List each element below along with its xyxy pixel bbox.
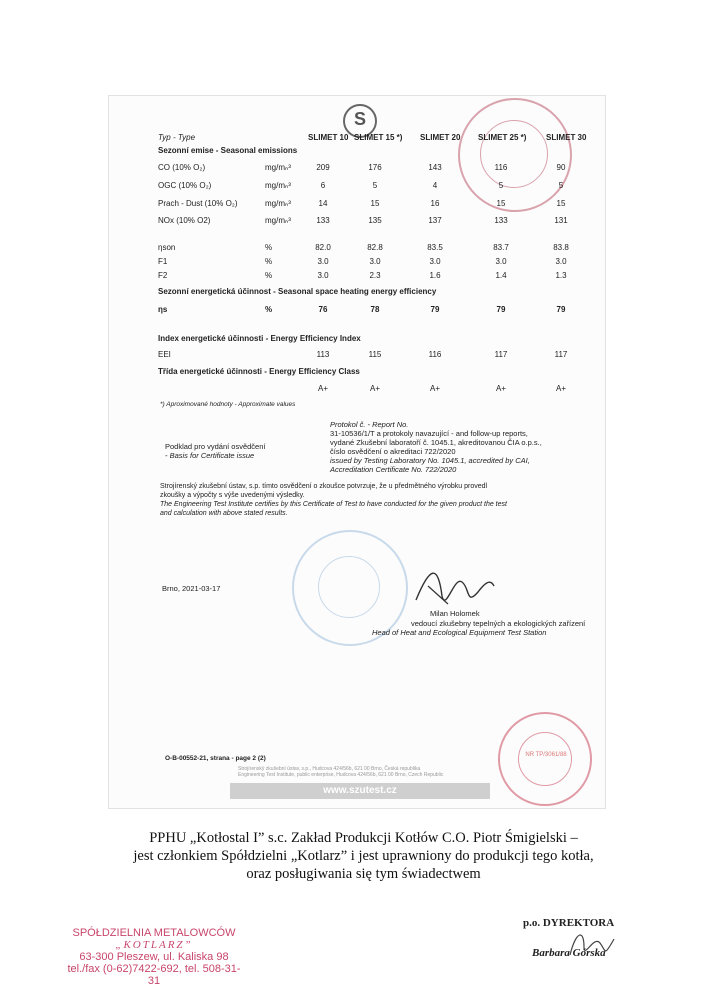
- table-row: NOx (10% O2) mg/mₙ³ 133 135 137 133 131: [158, 216, 568, 225]
- col-header: SLIMET 15 *): [354, 133, 403, 142]
- director-title: p.o. DYREKTORA: [523, 917, 615, 929]
- table-row: CO (10% O₂) mg/mₙ³ 209 176 143 116 90: [158, 163, 566, 172]
- seasonal-efficiency-title: Sezonní energetická účinnost - Seasonal space heating energy efficiency: [158, 287, 437, 296]
- eei-title: Index energetické účinnosti - Energy Efficiency Index: [158, 334, 361, 343]
- table-row: F1 % 3.0 3.0 3.0 3.0 3.0: [158, 257, 567, 266]
- translator-stamp: NR TP/3061/88: [498, 712, 592, 806]
- director-name: Barbara Górska: [532, 947, 606, 959]
- signatory-name: Milan Holomek: [430, 609, 480, 618]
- page-reference: O-B-00552-21, strana - page 2 (2): [165, 755, 266, 762]
- red-round-stamp: [458, 98, 572, 212]
- type-label: Typ - Type: [158, 133, 196, 142]
- table-row: ηson % 82.0 82.8 83.5 83.7 83.8: [158, 243, 569, 252]
- table-row: Prach - Dust (10% O₂) mg/mₙ³ 14 15 16 15 15: [158, 199, 566, 208]
- class-title: Třída energetické účinnosti - Energy Efficiency Class: [158, 367, 360, 376]
- signature-holomek: [408, 556, 498, 616]
- table-row: ηs % 76 78 79 79 79: [158, 305, 566, 314]
- table-row: F2 % 3.0 2.3 1.6 1.4 1.3: [158, 271, 567, 280]
- table-row: EEI 113 115 116 117 117: [158, 350, 568, 359]
- col-header: SLIMET 20: [420, 133, 461, 142]
- col-header: SLIMET 10: [308, 133, 349, 142]
- table-row: A+ A+ A+ A+ A+: [317, 384, 566, 393]
- col-header: SLIMET 30: [546, 133, 587, 142]
- footer-organisation: Strojírenský zkušební ústav, s.p., Hudcova 424/56b, 621 00 Brno, Česká republika Engineering Test Institute, public enterprise, Hudcova 424/56b, 621 00 Brno, Czech Republic: [238, 766, 444, 778]
- cooperative-stamp: SPÓŁDZIELNIA METALOWCÓW „KOTLARZ” 63-300 Pleszew, ul. Kaliska 98 tel./fax (0-62)7422-692, tel. 508-31-31: [67, 927, 241, 987]
- director-signature: [560, 925, 620, 965]
- basis-label: Podklad pro vydání osvědčení - Basis for Certificate issue: [165, 442, 266, 460]
- col-header: SLIMET 25 *): [478, 133, 527, 142]
- emissions-title: Sezonní emise - Seasonal emissions: [158, 146, 298, 155]
- certification-statement: Strojírenský zkušební ústav, s.p. tímto osvědčení o zkoušce potvrzuje, že u předmětného výrobku provedl zkoušky a výpočty s výše uvedenými výsledky. The Engineering Test Institute certifies by this Certificate of Test to have conducted for the given product the test and calculation with above stated results.: [160, 483, 507, 517]
- membership-statement: PPHU „Kotłostal I” s.c. Zakład Produkcji Kotłów C.O. Piotr Śmigielski – jest członkiem Spółdzielni „Kotlarz” i jest uprawniony do produkcji tego kotła, oraz posługiwania się tym świadectwem: [133, 830, 594, 882]
- issue-date: Brno, 2021-03-17: [162, 584, 221, 593]
- signatory-role-en: Head of Heat and Ecological Equipment Test Station: [372, 628, 547, 637]
- table-row: OGC (10% O₂) mg/mₙ³ 6 5 4 5 5: [158, 181, 564, 190]
- footnote: *) Aproximované hodnoty - Approximate values: [160, 401, 296, 408]
- signatory-role-cz: vedoucí zkušebny tepelných a ekologických zařízení: [411, 619, 586, 628]
- website-banner: www.szutest.cz: [230, 783, 490, 799]
- basis-references: Protokol č. - Report No. 31-10536/1/T a protokoly navazující - and follow-up reports, vydané Zkušební laboratoří č. 1045.1, akreditovanou ČIA o.p.s., číslo osvědčení o akreditaci 722/2020 issued by Testing Laboratory No. 1045.1, accredited by CAI, Accreditation Certificate No. 722/2020: [330, 420, 542, 474]
